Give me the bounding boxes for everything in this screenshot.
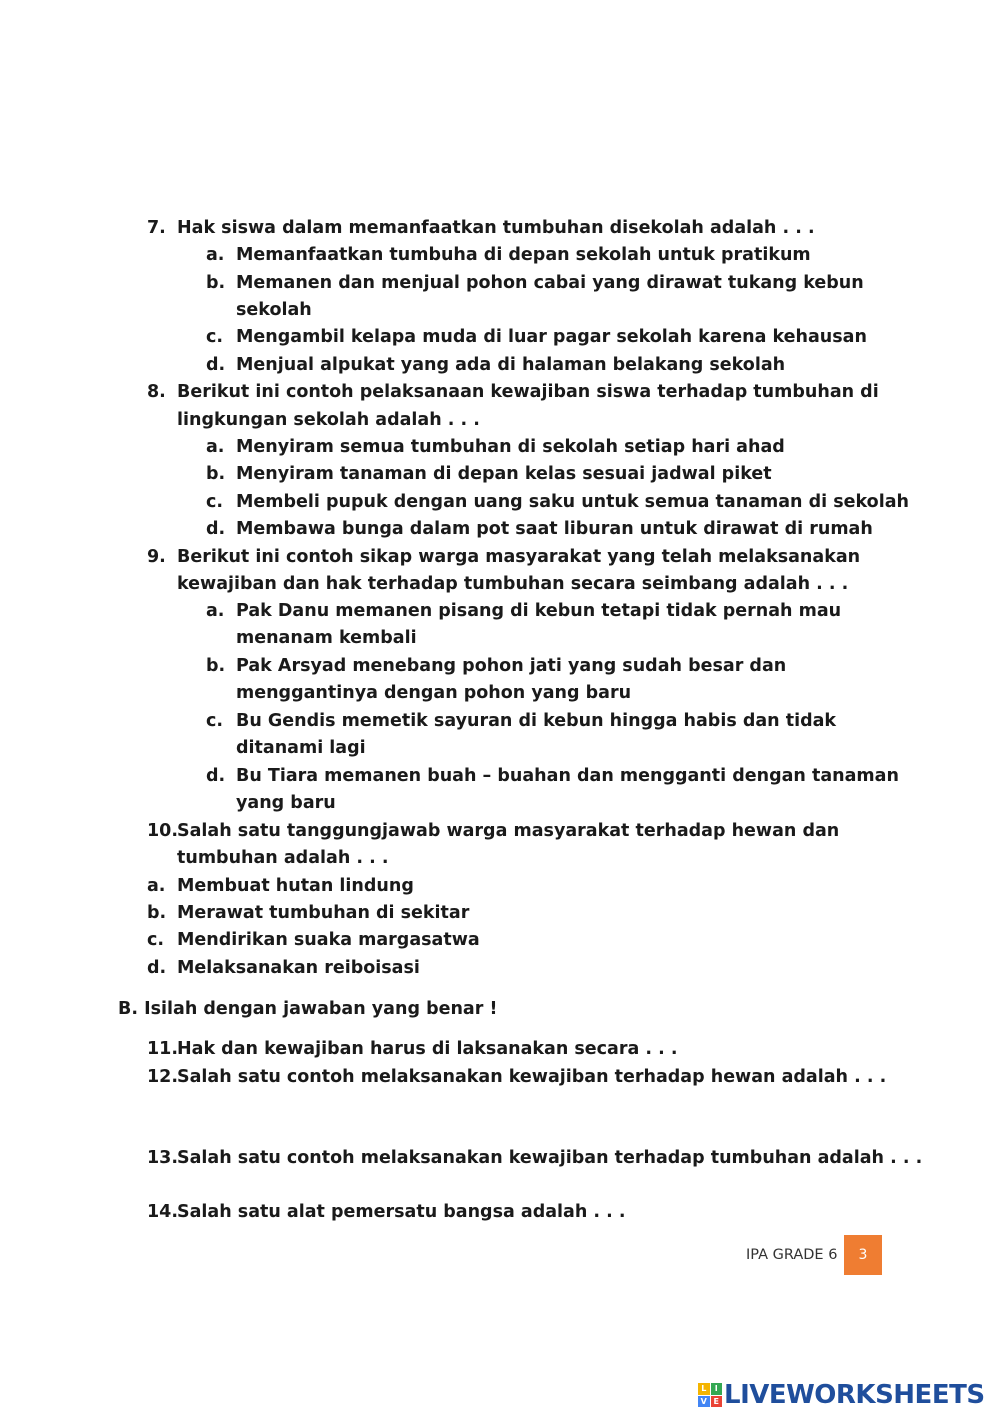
- option-letter: d.: [206, 519, 226, 539]
- option-letter: a.: [206, 245, 225, 265]
- option-text: sekolah: [236, 300, 312, 320]
- logo-tile: L: [698, 1383, 710, 1395]
- question-12-text: Salah satu contoh melaksanakan kewajiban terhadap hewan adalah . . .: [177, 1067, 887, 1087]
- question-10-text: tumbuhan adalah . . .: [177, 848, 389, 868]
- option-text: Memanfaatkan tumbuha di depan sekolah untuk pratikum: [236, 245, 811, 265]
- option-text: Menjual alpukat yang ada di halaman belakang sekolah: [236, 355, 786, 375]
- question-11-text: Hak dan kewajiban harus di laksanakan secara . . .: [177, 1039, 678, 1059]
- option-text: yang baru: [236, 793, 336, 813]
- option-text: Melaksanakan reiboisasi: [177, 958, 420, 978]
- question-8-text: lingkungan sekolah adalah . . .: [177, 410, 480, 430]
- option-text: Bu Tiara memanen buah – buahan dan mengganti dengan tanaman: [236, 766, 899, 786]
- liveworksheets-wordmark: LIVEWORKSHEETS: [724, 1380, 985, 1410]
- option-letter: a.: [147, 876, 166, 896]
- option-text: Membuat hutan lindung: [177, 876, 414, 896]
- option-text: Menyiram semua tumbuhan di sekolah setiap hari ahad: [236, 437, 785, 457]
- option-letter: a.: [206, 601, 225, 621]
- option-letter: b.: [206, 656, 226, 676]
- question-13-text: Salah satu contoh melaksanakan kewajiban terhadap tumbuhan adalah . . .: [177, 1148, 923, 1168]
- option-text: Mendirikan suaka margasatwa: [177, 930, 480, 950]
- option-text: Pak Arsyad menebang pohon jati yang sudah besar dan: [236, 656, 787, 676]
- option-letter: c.: [206, 327, 224, 347]
- question-14-number: 14.: [147, 1202, 179, 1222]
- question-7-number: 7.: [147, 218, 166, 238]
- question-11-number: 11.: [147, 1039, 179, 1059]
- question-14-text: Salah satu alat pemersatu bangsa adalah . . .: [177, 1202, 626, 1222]
- option-letter: b.: [147, 903, 167, 923]
- option-text: menanam kembali: [236, 628, 417, 648]
- page-number-badge: 3: [844, 1235, 882, 1275]
- option-letter: d.: [206, 355, 226, 375]
- question-10-number: 10.: [147, 821, 179, 841]
- option-text: menggantinya dengan pohon yang baru: [236, 683, 632, 703]
- option-letter: b.: [206, 273, 226, 293]
- question-8-text: Berikut ini contoh pelaksanaan kewajiban siswa terhadap tumbuhan di: [177, 382, 879, 402]
- option-text: Merawat tumbuhan di sekitar: [177, 903, 470, 923]
- liveworksheets-logo: [698, 1380, 985, 1410]
- question-9-text: kewajiban dan hak terhadap tumbuhan secara seimbang adalah . . .: [177, 574, 849, 594]
- question-8-number: 8.: [147, 382, 166, 402]
- footer-label: IPA GRADE 6: [746, 1247, 838, 1263]
- question-10-text: Salah satu tanggungjawab warga masyarakat terhadap hewan dan: [177, 821, 840, 841]
- option-letter: c.: [206, 492, 224, 512]
- option-letter: c.: [147, 930, 165, 950]
- question-9-text: Berikut ini contoh sikap warga masyarakat yang telah melaksanakan: [177, 547, 861, 567]
- section-b-heading: B. Isilah dengan jawaban yang benar !: [118, 999, 498, 1019]
- option-letter: c.: [206, 711, 224, 731]
- liveworksheets-logo-icon: [698, 1383, 722, 1407]
- logo-tile: E: [711, 1396, 723, 1408]
- question-7-text: Hak siswa dalam memanfaatkan tumbuhan disekolah adalah . . .: [177, 218, 815, 238]
- option-letter: a.: [206, 437, 225, 457]
- question-12-number: 12.: [147, 1067, 179, 1087]
- option-text: Memanen dan menjual pohon cabai yang dirawat tukang kebun: [236, 273, 864, 293]
- option-letter: d.: [206, 766, 226, 786]
- option-text: Bu Gendis memetik sayuran di kebun hingga habis dan tidak: [236, 711, 837, 731]
- option-text: Mengambil kelapa muda di luar pagar sekolah karena kehausan: [236, 327, 867, 347]
- question-13-number: 13.: [147, 1148, 179, 1168]
- option-text: ditanami lagi: [236, 738, 366, 758]
- logo-tile: I: [711, 1383, 723, 1395]
- question-9-number: 9.: [147, 547, 166, 567]
- option-letter: d.: [147, 958, 167, 978]
- option-text: Menyiram tanaman di depan kelas sesuai jadwal piket: [236, 464, 772, 484]
- option-letter: b.: [206, 464, 226, 484]
- logo-tile: V: [698, 1396, 710, 1408]
- option-text: Membeli pupuk dengan uang saku untuk semua tanaman di sekolah: [236, 492, 909, 512]
- option-text: Membawa bunga dalam pot saat liburan untuk dirawat di rumah: [236, 519, 873, 539]
- option-text: Pak Danu memanen pisang di kebun tetapi tidak pernah mau: [236, 601, 842, 621]
